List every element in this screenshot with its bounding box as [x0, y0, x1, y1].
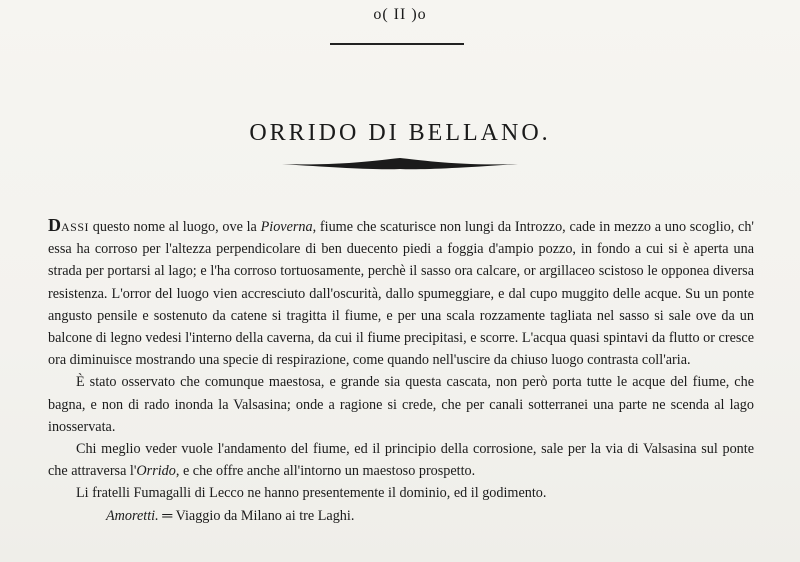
drop-cap: D [48, 215, 61, 235]
citation-separator: ═ [158, 507, 176, 524]
paragraph-1-text-b: , fiume che scaturisce non lungi da Introzzo, cade in mezzo a uno scoglio, ch' essa ha corroso per l'altezza perpendicolare di ben duecento piedi a foggia d'ampio pozzo, in fondo a cui si è aperta una strada per portarsi al lago; e l'ha corroso tortuosamente, perchè il sasso ora calcare, or argillaceo scistoso le opponea diversa resistenza. L'orror del luogo vien accresciuto dall'oscurità, dallo spumeggiare, e dal cupo muggito delle acque. Su un ponte angusto pensile e sostenuto da catene si tragitta il fiume, e per una scala rozzamente tagliata nel sasso si sale ove da un balcone di legno vedesi l'interno della caverna, da cui il fiume precipitasi, e scorre. L'acqua quasi spintavi da flutto or cresce ora diminuisce mostrando una specie di respirazione, come quando nell'uscire da chiuso luogo contrasta coll'aria. [48, 219, 754, 369]
folio-rule [330, 43, 464, 45]
page-folio: o( II )o [373, 6, 427, 23]
river-name: Pioverna [260, 219, 313, 235]
ornamental-rule [280, 157, 520, 171]
paragraph-1 [48, 214, 754, 371]
main-text [48, 214, 754, 527]
source-citation [48, 505, 754, 527]
paragraph-2: È stato osservato che comunque maestosa, e grande sia questa cascata, non però porta tutte le acque del fiume, che bagna, e non di rado inonda la Valsasina; onde a ragione si crede, che per canali sotterranei una parte ne scenda al lago inosservata. [48, 374, 754, 435]
citation-author: Amoretti. [106, 507, 159, 524]
paragraph-3-text-a: Chi meglio veder vuole l'andamento del fiume, ed il principio della corrosione, sale per la via di Valsasina sul ponte che attraversa l' [48, 441, 754, 480]
paragraph-3-text-b: , e che offre anche all'intorno un maestoso prospetto. [175, 463, 476, 480]
paragraph-1-text-a: questo nome al luogo, ove la [89, 219, 261, 235]
citation-work: Viaggio da Milano ai tre Laghi. [175, 507, 355, 524]
orrido-word: Orrido [136, 463, 176, 480]
lead-word: ASSI [61, 220, 90, 234]
paragraph-3 [48, 438, 754, 482]
page-title: ORRIDO DI BELLANO. [249, 120, 551, 147]
paragraph-4: Li fratelli Fumagalli di Lecco ne hanno presentemente il dominio, ed il godimento. [76, 485, 547, 502]
